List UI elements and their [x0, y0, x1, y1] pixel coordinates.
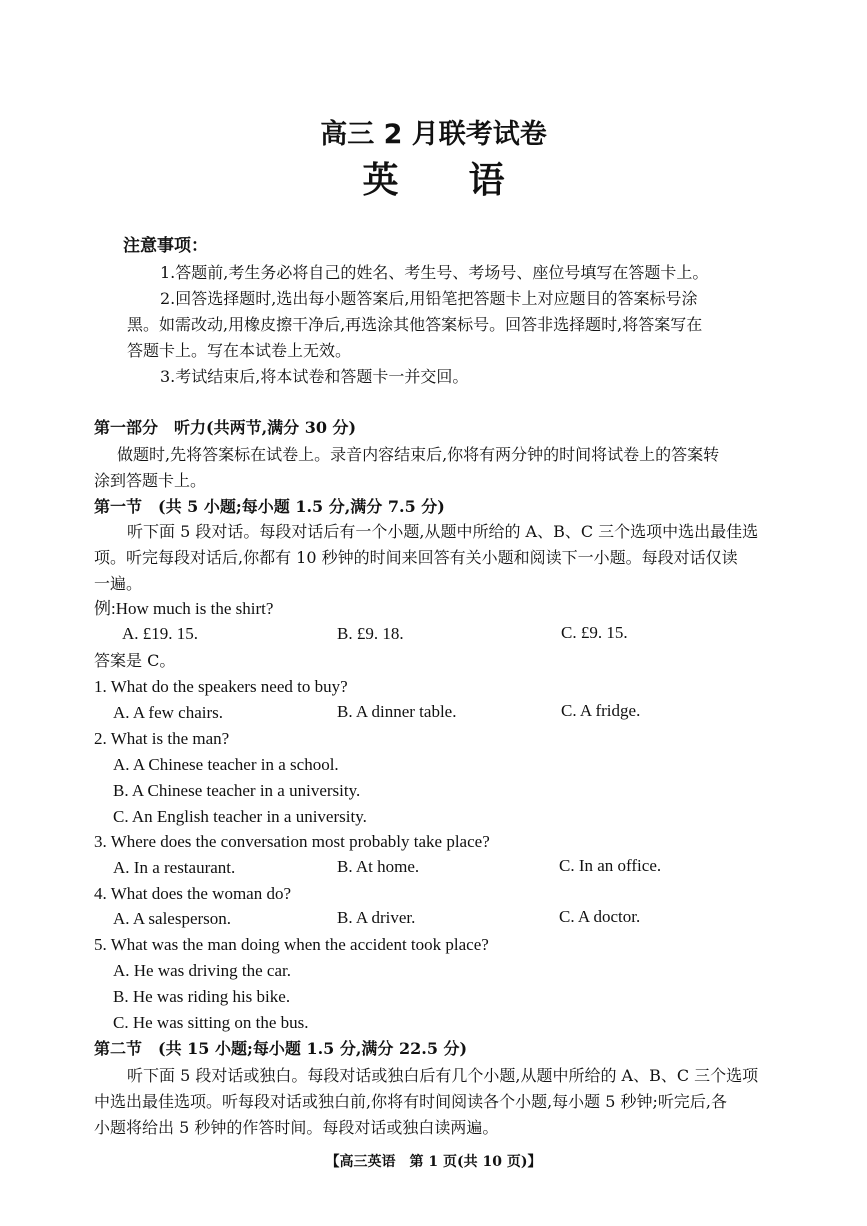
example-option-a: A. £19. 15.: [122, 624, 199, 643]
question-3-option-c: C. In an office.: [559, 856, 662, 875]
section1-instr-line-1: 听下面 5 段对话。每段对话后有一个小题,从题中所给的 A、B、C 三个选项中选出最佳选: [127, 522, 759, 541]
section2-instr-line-2: 中选出最佳选项。听每段对话或独白前,你将有时间阅读各个小题,每小题 5 秒钟;听完后,各: [94, 1092, 728, 1111]
question-3-option-b: B. At home.: [337, 857, 420, 876]
notice-item-2-line-2: 黑。如需改动,用橡皮擦干净后,再选涂其他答案标号。回答非选择题时,将答案写在: [127, 315, 703, 334]
section2-instr-line-1: 听下面 5 段对话或独白。每段对话或独白后有几个小题,从题中所给的 A、B、C 三个选项: [127, 1066, 759, 1085]
question-1-option-a: A. A few chairs.: [113, 703, 224, 722]
section1-instr-line-2: 项。听完每段对话后,你都有 10 秒钟的时间来回答有关小题和阅读下一小题。每段对话仅读: [94, 548, 738, 567]
question-5-option-a: A. He was driving the car.: [113, 961, 291, 980]
notice-heading: 注意事项：: [123, 236, 208, 256]
question-5-option-b: B. He was riding his bike.: [113, 987, 291, 1006]
example-option-b: B. £9. 18.: [337, 624, 404, 643]
notice-item-2-line-3: 答题卡上。写在本试卷上无效。: [127, 341, 352, 360]
question-4: 4. What does the woman do?: [94, 884, 292, 903]
question-2-option-a: A. A Chinese teacher in a school.: [113, 755, 339, 774]
question-3-option-a: A. In a restaurant.: [113, 858, 236, 877]
section2-instr-line-3: 小题将给出 5 秒钟的作答时间。每段对话或独白读两遍。: [94, 1118, 499, 1137]
question-2-option-b: B. A Chinese teacher in a university.: [113, 781, 361, 800]
question-1: 1. What do the speakers need to buy?: [94, 677, 348, 696]
part1-intro-line-2: 涂到答题卡上。: [94, 471, 207, 490]
subject-title: 英语: [362, 160, 575, 201]
part1-heading: 第一部分 听力(共两节,满分 30 分): [94, 418, 357, 437]
question-5-option-c: C. He was sitting on the bus.: [113, 1013, 309, 1032]
section1-instr-line-3: 一遍。: [94, 574, 143, 593]
example-question: 例:How much is the shirt?: [94, 599, 274, 618]
section2-heading: 第二节 (共 15 小题;每小题 1.5 分,满分 22.5 分): [94, 1039, 468, 1058]
question-2-option-c: C. An English teacher in a university.: [113, 807, 367, 826]
question-4-option-b: B. A driver.: [337, 908, 416, 927]
example-option-c: C. £9. 15.: [561, 623, 628, 642]
question-1-option-c: C. A fridge.: [561, 701, 641, 720]
page-footer: 【高三英语 第 1 页(共 10 页)】: [325, 1154, 542, 1170]
notice-item-1: 1.答题前,考生务必将自己的姓名、考生号、考场号、座位号填写在答题卡上。: [160, 263, 709, 282]
question-3: 3. Where does the conversation most probably take place?: [94, 832, 490, 851]
question-4-option-c: C. A doctor.: [559, 907, 641, 926]
example-answer: 答案是 C。: [94, 651, 176, 670]
part1-intro-line-1: 做题时,先将答案标在试卷上。录音内容结束后,你将有两分钟的时间将试卷上的答案转: [117, 445, 720, 464]
question-4-option-a: A. A salesperson.: [113, 909, 232, 928]
question-1-option-b: B. A dinner table.: [337, 702, 457, 721]
question-2: 2. What is the man?: [94, 729, 230, 748]
section1-heading: 第一节 (共 5 小题;每小题 1.5 分,满分 7.5 分): [94, 497, 445, 516]
notice-item-2-line-1: 2.回答选择题时,选出每小题答案后,用铅笔把答题卡上对应题目的答案标号涂: [160, 289, 698, 308]
question-5: 5. What was the man doing when the accident took place?: [94, 935, 489, 954]
notice-item-3: 3.考试结束后,将本试卷和答题卡一并交回。: [160, 367, 469, 386]
page-title: 高三 2 月联考试卷: [320, 119, 547, 150]
